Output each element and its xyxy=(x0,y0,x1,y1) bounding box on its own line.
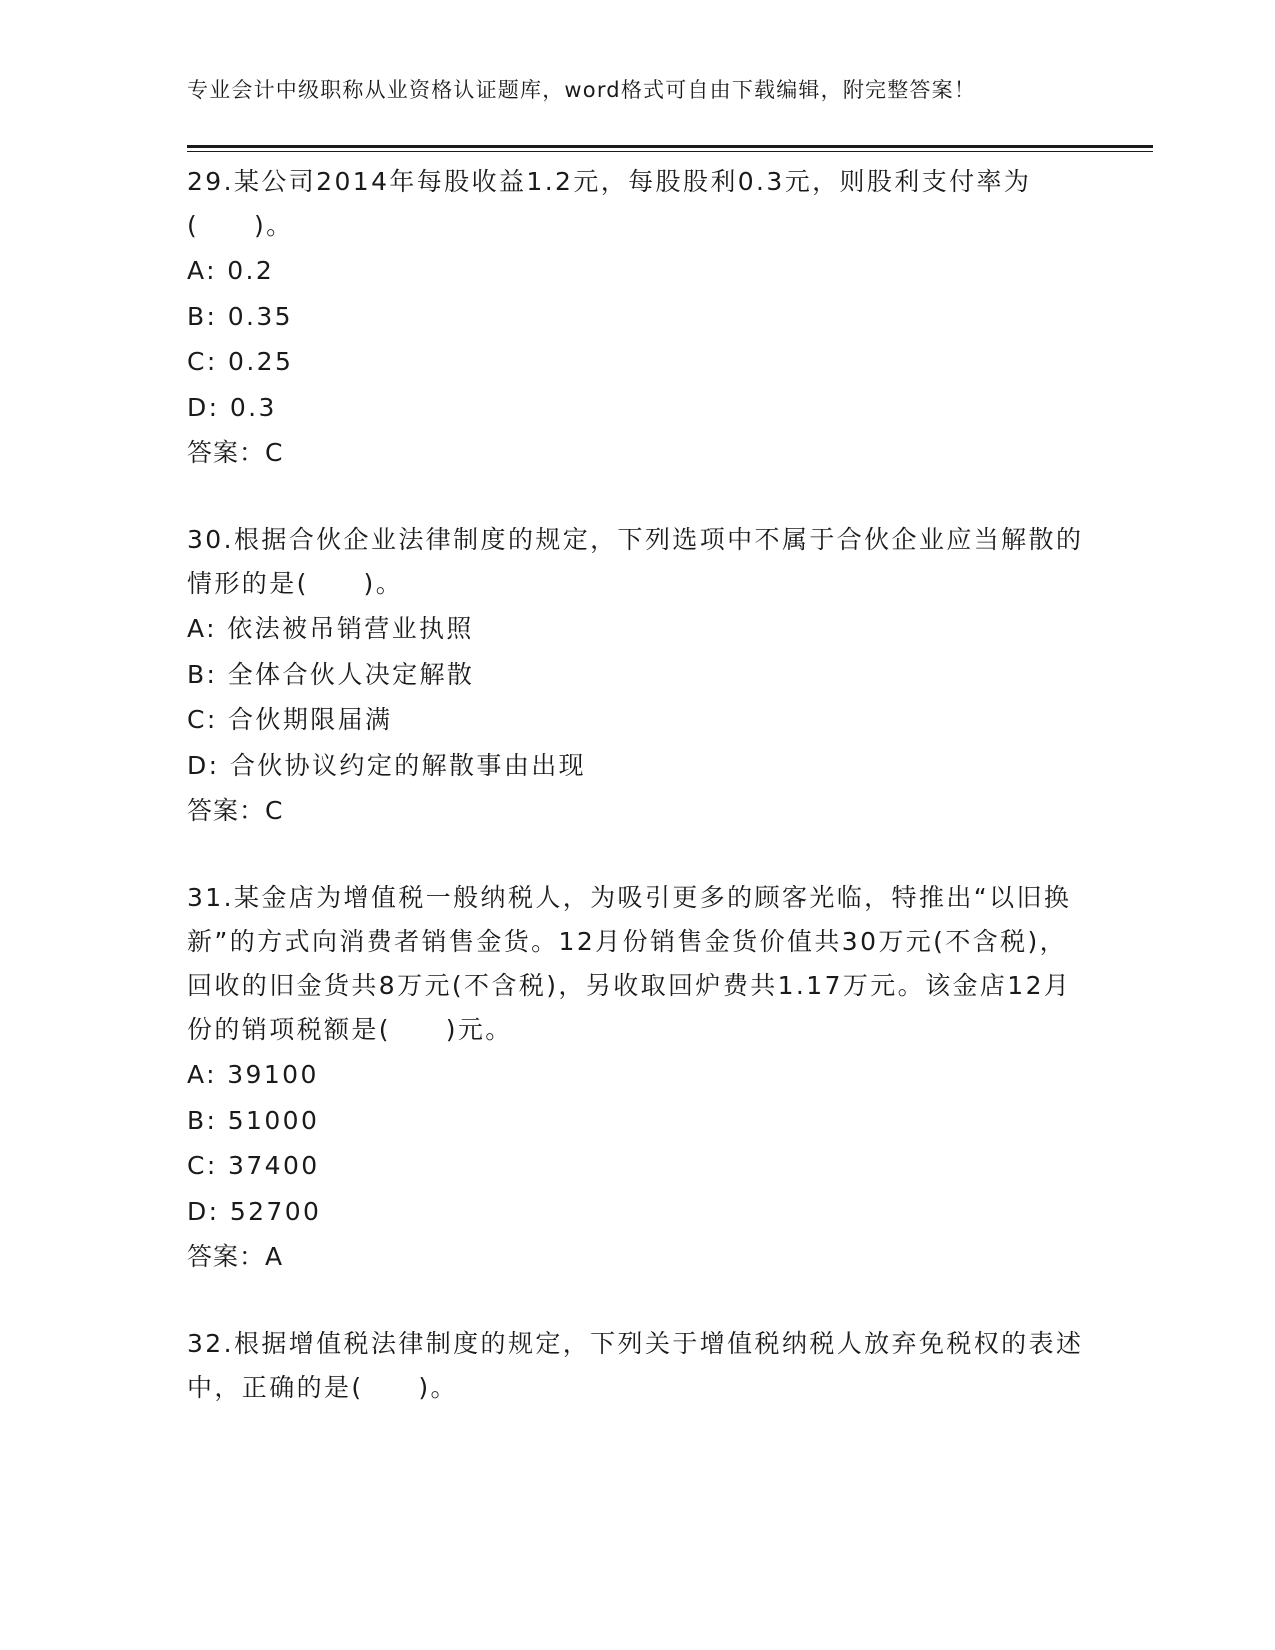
option-c: C: 合伙期限届满 xyxy=(187,705,393,734)
option-b: B: 51000 xyxy=(187,1105,320,1135)
option-a: A: 依法被吊销营业执照 xyxy=(187,614,474,643)
header-rule-thin xyxy=(187,151,1153,152)
option-c: C: 0.25 xyxy=(187,347,294,376)
option-c: C: 37400 xyxy=(187,1151,320,1180)
question-text: 30.根据合伙企业法律制度的规定，下列选项中不属于合伙企业应当解散的情形的是( )。 xyxy=(187,525,1084,598)
option-d: D: 合伙协议约定的解散事由出现 xyxy=(187,750,587,780)
option-a: A: 0.2 xyxy=(187,256,275,285)
question-29 xyxy=(187,160,1087,476)
option-b: B: 全体合伙人决定解散 xyxy=(187,659,475,689)
option-b: B: 0.35 xyxy=(187,301,293,331)
question-32 xyxy=(187,1322,1087,1410)
header-rule-thick xyxy=(187,145,1153,148)
question-text: 31.某金店为增值税一般纳税人，为吸引更多的顾客光临，特推出“以旧换新”的方式向消费者销售金货。12月份销售金货价值共30万元(不含税)，回收的旧金货共8万元(不含税)，另收取回炉费共1.17万元。该金店12月份的销项税额是( )元。 xyxy=(187,883,1072,1044)
option-d: D: 0.3 xyxy=(187,392,277,422)
question-text: 32.根据增值税法律制度的规定，下列关于增值税纳税人放弃免税权的表述中，正确的是( )。 xyxy=(187,1329,1084,1402)
answer: 答案：C xyxy=(187,796,284,825)
option-d: D: 52700 xyxy=(187,1196,322,1226)
question-list xyxy=(187,160,1087,1452)
question-31 xyxy=(187,876,1087,1280)
page-header: 专业会计中级职称从业资格认证题库，word格式可自由下载编辑，附完整答案！ xyxy=(187,78,977,102)
option-a: A: 39100 xyxy=(187,1060,319,1089)
question-30 xyxy=(187,518,1087,834)
answer: 答案：C xyxy=(187,438,284,467)
question-text: 29.某公司2014年每股收益1.2元，每股股利0.3元，则股利支付率为( )。 xyxy=(187,167,1032,240)
answer: 答案：A xyxy=(187,1242,284,1271)
